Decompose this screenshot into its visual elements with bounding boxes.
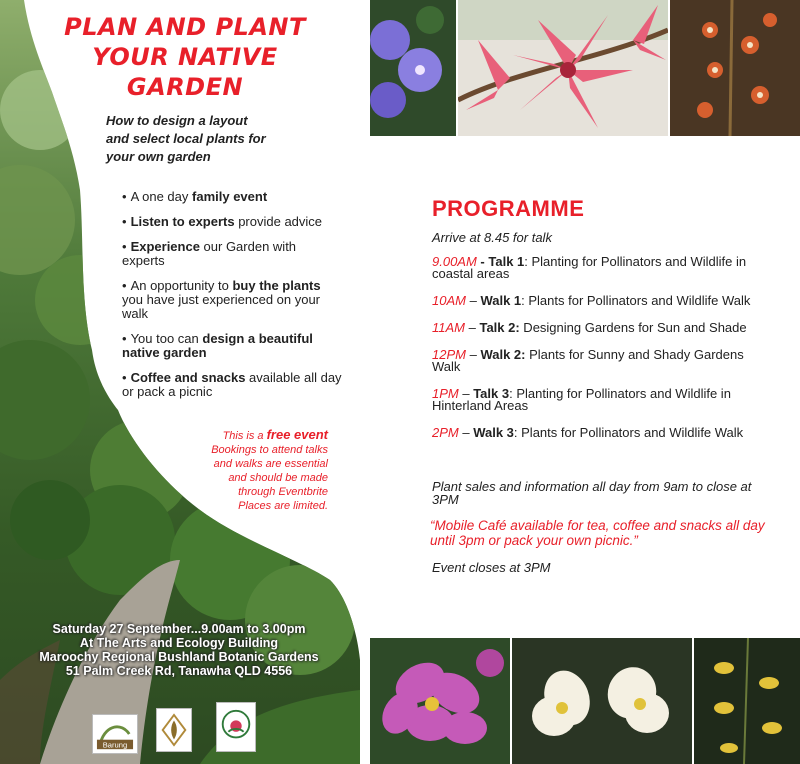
barung-logo-text: Barung <box>102 740 128 750</box>
schedule-item: 12PM – Walk 2: Plants for Sunny and Shady Gardens Walk <box>432 347 744 374</box>
event-address: 51 Palm Creek Rd, Tanawha QLD 4556 <box>65 664 293 678</box>
pink-wax-flower-photo <box>458 0 668 136</box>
subtitle-line: your own garden <box>106 149 211 164</box>
mobile-cafe-note: “Mobile Café available for tea, coffee and snacks all day until 3pm or pack your own picnic.” <box>430 518 765 548</box>
booking-line: and walks are essential <box>213 458 328 470</box>
plant-society-logo <box>156 708 192 752</box>
free-event-line: This is a free event <box>222 427 328 442</box>
feature-item: • An opportunity to buy the plants you have just experienced on your walk <box>122 278 321 321</box>
event-close-note: Event closes at 3PM <box>432 560 551 575</box>
flyer-title <box>40 12 330 102</box>
subtitle-line: How to design a layout <box>106 113 248 128</box>
orchid-spike-photo <box>670 0 800 136</box>
feature-item: • Coffee and snacks available all day or pack a picnic <box>122 370 342 399</box>
schedule-item: 10AM – Walk 1: Plants for Pollinators and Wildlife Walk <box>432 293 751 308</box>
schedule-item: 11AM – Talk 2: Designing Gardens for Sun and Shade <box>432 320 747 335</box>
barung-logo <box>92 714 138 754</box>
subtitle-line: and select local plants for <box>106 131 266 146</box>
wildflower-society-logo <box>216 702 256 752</box>
event-location: Maroochy Regional Bushland Botanic Gardens <box>39 650 319 664</box>
title-line: YOUR NATIVE <box>92 43 278 71</box>
event-venue: At The Arts and Ecology Building <box>79 636 279 650</box>
feature-item: • Experience our Garden with experts <box>122 239 297 268</box>
schedule-item: 9.00AM - Talk 1: Planting for Pollinators and Wildlife in coastal areas <box>432 254 747 281</box>
booking-line: Places are limited. <box>238 500 328 512</box>
booking-line: through Eventbrite <box>238 486 328 498</box>
programme-schedule <box>432 256 772 454</box>
bottom-photo-strip <box>370 638 800 764</box>
white-flower-photo <box>512 638 692 764</box>
booking-line: Bookings to attend talks <box>211 444 328 456</box>
arrival-time: Arrive at 8.45 for talk <box>432 230 552 245</box>
feature-list <box>122 190 342 410</box>
booking-notice <box>180 428 328 513</box>
feature-item: • Listen to experts provide advice <box>122 214 323 229</box>
feature-item: • A one day family event <box>122 189 268 204</box>
purple-melastoma-photo <box>370 638 510 764</box>
schedule-item: 2PM – Walk 3: Plants for Pollinators and Wildlife Walk <box>432 425 744 440</box>
title-line: GARDEN <box>126 73 244 101</box>
left-panel <box>0 0 360 764</box>
yellow-orchid-photo <box>694 638 800 764</box>
feature-item: • You too can design a beautiful native garden <box>122 331 313 360</box>
event-details <box>14 622 344 678</box>
title-line: PLAN AND PLANT <box>64 13 306 41</box>
blue-fan-flower-photo <box>370 0 456 136</box>
top-photo-strip <box>370 0 800 136</box>
programme-heading: PROGRAMME <box>432 196 585 221</box>
booking-line: and should be made <box>228 472 328 484</box>
plant-sales-note: Plant sales and information all day from 9am to close at 3PM <box>432 479 752 507</box>
event-date: Saturday 27 September...9.00am to 3.00pm <box>52 622 306 636</box>
schedule-item: 1PM – Talk 3: Planting for Pollinators and Wildlife in Hinterland Areas <box>432 386 731 413</box>
flyer-subtitle <box>106 112 306 166</box>
